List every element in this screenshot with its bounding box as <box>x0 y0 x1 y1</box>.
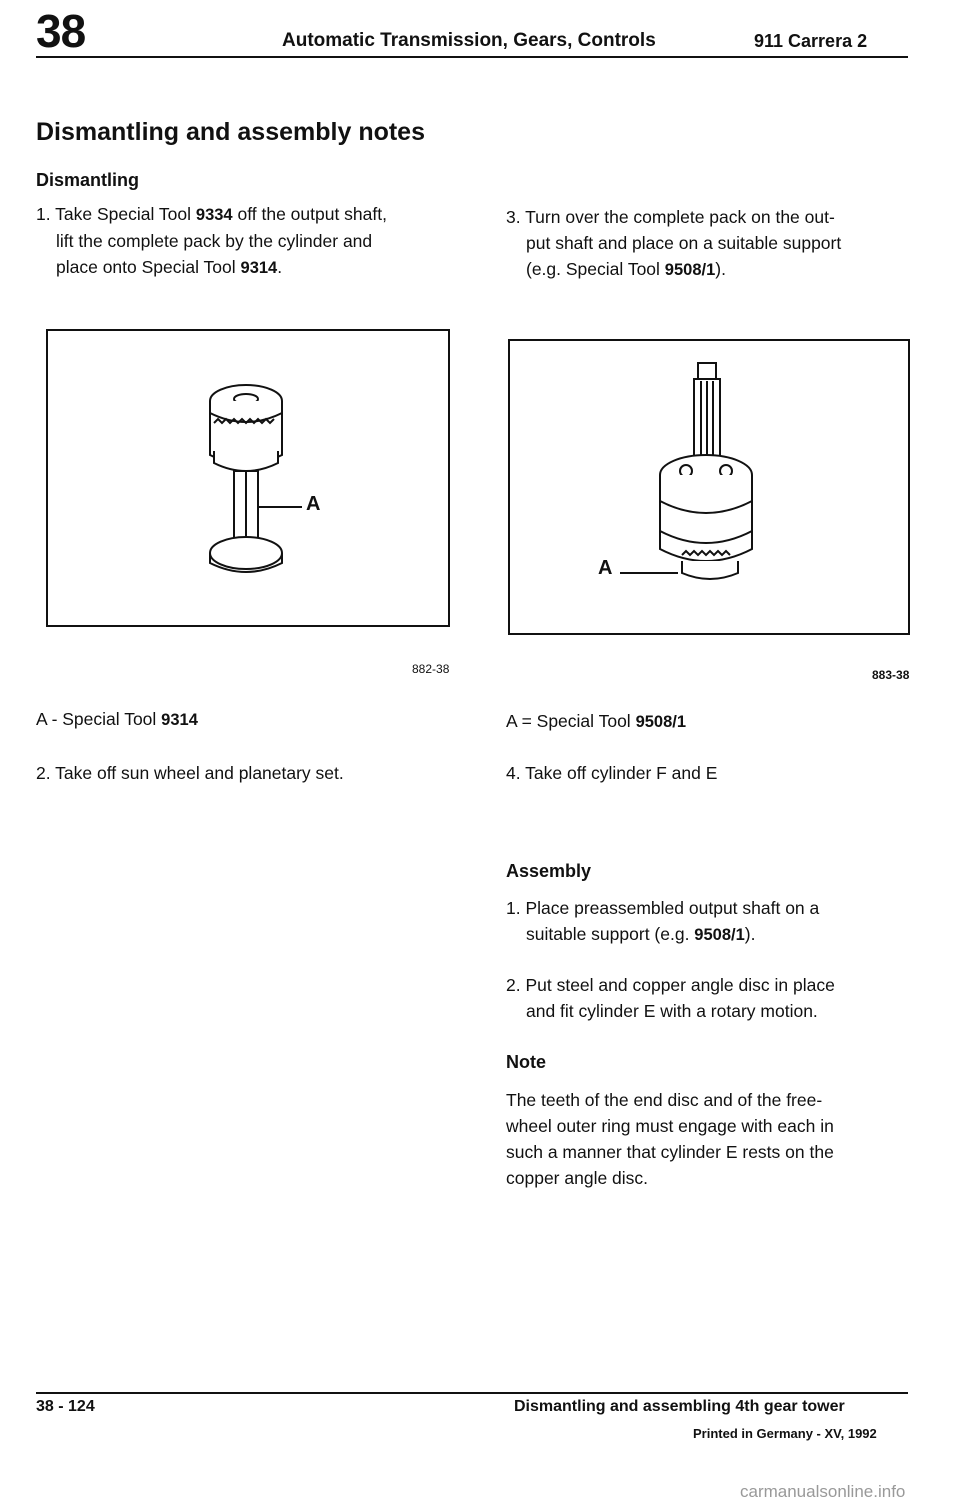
special-tool-9314-illustration <box>48 331 448 625</box>
watermark: carmanualsonline.info <box>740 1482 906 1501</box>
figure-883-38 <box>508 339 910 635</box>
footer-title: Dismantling and assembling 4th gear tower <box>514 1398 845 1415</box>
step-3: 3. Turn over the complete pack on the out- put shaft and place on a suitable support (e.g. Special Tool 9508/1). <box>506 207 842 279</box>
callout-a-right: A <box>598 557 613 579</box>
special-tool-9508-illustration <box>510 341 908 633</box>
assembly-step-2: 2. Put steel and copper angle disc in place and fit cylinder E with a rotary motion. <box>506 975 835 1021</box>
figure-882-38 <box>46 329 450 627</box>
section-title: Dismantling and assembly notes <box>36 118 425 146</box>
note-heading: Note <box>506 1052 546 1072</box>
callout-a-left: A <box>306 493 321 515</box>
printed-note: Printed in Germany - XV, 1992 <box>693 1426 877 1441</box>
model-name: 911 Carrera 2 <box>754 31 868 51</box>
chapter-title: Automatic Transmission, Gears, Controls <box>282 30 656 51</box>
caption-right: A = Special Tool 9508/1 <box>506 711 687 731</box>
chapter-number: 38 <box>36 5 86 57</box>
assembly-step-1: 1. Place preassembled output shaft on a suitable support (e.g. 9508/1). <box>506 898 820 944</box>
assembly-heading: Assembly <box>506 861 592 881</box>
caption-left: A - Special Tool 9314 <box>36 709 198 729</box>
step-1: 1. Take Special Tool 9334 off the output shaft, lift the complete pack by the cylinder and place onto Special Tool 9314. <box>36 204 387 277</box>
step-2: 2. Take off sun wheel and planetary set. <box>36 763 344 783</box>
page-number: 38 - 124 <box>36 1398 95 1415</box>
figure-code-left: 882-38 <box>412 662 450 676</box>
footer-rule <box>36 1392 908 1394</box>
note-text: The teeth of the end disc and of the free- wheel outer ring must engage with each in such a manner that cylinder E rests on the copper angle disc. <box>506 1090 834 1188</box>
figure-code-right: 883-38 <box>872 668 910 682</box>
dismantling-heading: Dismantling <box>36 170 140 190</box>
header-rule <box>36 56 908 58</box>
step-4: 4. Take off cylinder F and E <box>506 763 718 783</box>
